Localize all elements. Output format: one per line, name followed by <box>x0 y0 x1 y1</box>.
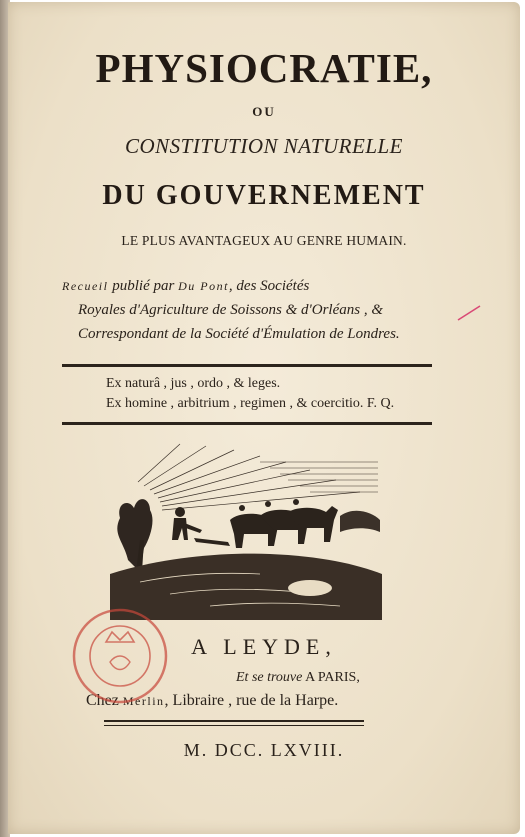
motto-line-1: Ex naturâ , jus , ordo , & leges. <box>106 376 281 391</box>
publication-date: M. DCC. LXVIII. <box>183 740 345 760</box>
recueil-line-2: Royales d'Agriculture de Soissons & d'Orléans , & <box>78 302 384 318</box>
subtitle-italic: CONSTITUTION NATURELLE <box>124 134 404 158</box>
pink-pencil-mark <box>456 304 482 322</box>
subtitle-small: LE PLUS AVANTAGEUX AU GENRE HUMAIN. <box>121 233 407 248</box>
imprint-line-1 <box>236 670 360 686</box>
printer-name: Merlin <box>122 694 165 708</box>
tree-left <box>117 499 152 572</box>
ploughman-figure <box>172 507 202 540</box>
book-title: PHYSIOCRATIE, <box>95 45 433 91</box>
distant-hill <box>340 511 380 532</box>
imprint-line-1-italic: Et se trouve <box>236 670 303 685</box>
imprint-chez: Chez <box>86 692 123 709</box>
ploughing-vignette-engraving <box>110 442 382 620</box>
horse-team <box>230 499 338 548</box>
imprint-place: A LEYDE, <box>191 634 337 659</box>
motto-line-2: Ex homine , arbitrium , regimen , & coercitio. F. Q. <box>106 396 395 411</box>
rule-above-motto <box>62 364 432 367</box>
recueil-word: Recueil <box>62 279 109 293</box>
recueil-line-3: Correspondant de la Société d'Émulation de Londres. <box>78 326 400 342</box>
title-page <box>8 2 520 834</box>
subtitle-bold: DU GOUVERNEMENT <box>102 180 426 211</box>
rule-below-motto <box>62 422 432 425</box>
recueil-by: publié par <box>108 278 179 294</box>
author-name: Du Pont <box>178 279 229 293</box>
imprint-line-1-city: A PARIS, <box>302 670 360 685</box>
title-conjunction: OU <box>252 104 276 119</box>
recueil-line-1 <box>62 274 462 298</box>
imprint-address: , Libraire , rue de la Harpe. <box>164 692 339 709</box>
library-stamp <box>66 602 174 710</box>
sun-rays <box>138 444 360 510</box>
imprint-double-rule-top <box>104 720 364 722</box>
recueil-societies: , des Sociétés <box>228 278 310 294</box>
plough <box>194 538 230 546</box>
boulder-highlight <box>288 580 332 596</box>
imprint-double-rule-bottom <box>104 725 364 726</box>
